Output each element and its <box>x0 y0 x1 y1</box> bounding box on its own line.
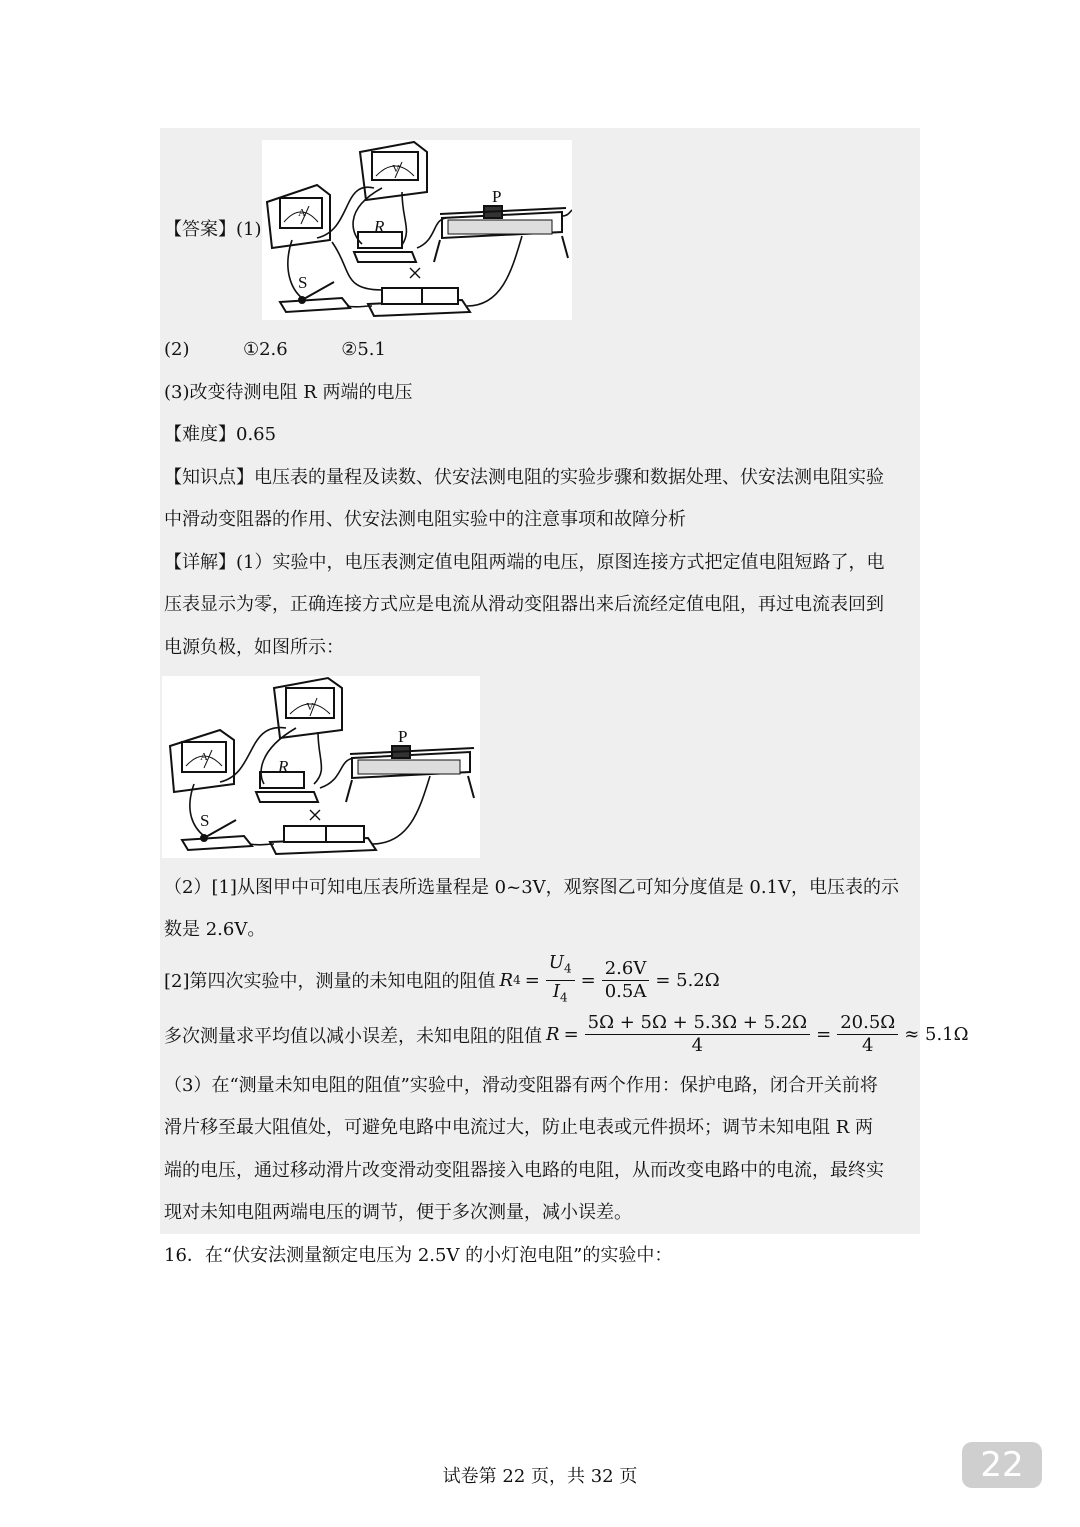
part3-line-2: 滑片移至最大阻值处，可避免电路中电流过大，防止电表或元件损坏；调节未知电阻 R 两 <box>164 1117 873 1138</box>
knowledge-line-1: 【知识点】电压表的量程及读数、伏安法测电阻的实验步骤和数据处理、伏安法测电阻实验 <box>164 467 884 488</box>
detail-line-2: 压表显示为零，正确连接方式应是电流从滑动变阻器出来后流经定值电阻，再过电流表回到 <box>164 594 884 615</box>
answer-q2 <box>164 338 386 362</box>
ammeter-label-2: A <box>200 751 208 763</box>
formula-average-text: 多次测量求平均值以减小误差，未知电阻的阻值 <box>164 1025 542 1047</box>
equals-sign-3: = <box>816 1024 832 1045</box>
answer-q2-prefix: (2) <box>164 339 190 360</box>
resistor-label: R <box>374 217 385 236</box>
slider-label: P <box>492 187 502 206</box>
formula-average <box>164 1012 969 1057</box>
switch-label-2: S <box>200 811 210 830</box>
symbol-r4: R <box>499 969 514 991</box>
part3-line-4: 现对未知电阻两端电压的调节，便于多次测量，减小误差。 <box>164 1202 632 1223</box>
circuit-diagram-detail <box>162 676 480 858</box>
symbol-i4: I <box>552 980 560 1002</box>
knowledge-line-2: 中滑动变阻器的作用、伏安法测电阻实验中的注意事项和故障分析 <box>164 509 686 530</box>
symbol-r4-sub: 4 <box>513 973 521 988</box>
resistor-label-2: R <box>278 757 289 776</box>
fraction-values <box>602 958 650 1003</box>
part2-line-1: （2）[1]从图甲中可知电压表所选量程是 0~3V，观察图乙可知分度值是 0.1V，电压表的示 <box>164 877 899 898</box>
fraction-average <box>585 1012 810 1057</box>
answer-q2-ans1: ①2.6 <box>242 339 288 360</box>
detail-line-3: 电源负极，如图所示： <box>164 637 344 658</box>
formula-r4-text: [2]第四次实验中，测量的未知电阻的阻值 <box>164 971 496 993</box>
fraction-sum-num: 20.5Ω <box>837 1012 898 1035</box>
fraction-average-num: 5Ω + 5Ω + 5.3Ω + 5.2Ω <box>585 1012 810 1035</box>
part3-line-1: （3）在“测量未知电阻的阻值”实验中，滑动变阻器有两个作用：保护电路，闭合开关前将 <box>164 1075 878 1096</box>
fraction-values-num: 2.6V <box>602 958 650 981</box>
result-r4: = 5.2Ω <box>655 969 720 991</box>
answer-q2-ans2: ②5.1 <box>341 339 386 360</box>
question-16: 16．在“伏安法测量额定电压为 2.5V 的小灯泡电阻”的实验中： <box>164 1245 673 1266</box>
fraction-values-den: 0.5A <box>604 980 647 1002</box>
page-footer: 试卷第 22 页，共 32 页 <box>442 1466 638 1487</box>
voltmeter-label-2: V <box>306 701 314 713</box>
page-number-badge: 22 <box>962 1442 1042 1488</box>
result-r: ≈ 5.1Ω <box>904 1024 969 1045</box>
equals-sign-1: = <box>524 969 540 991</box>
fraction-average-den: 4 <box>691 1035 704 1056</box>
symbol-i4-sub: 4 <box>559 990 568 1005</box>
symbol-u4-sub: 4 <box>563 961 572 976</box>
difficulty: 【难度】0.65 <box>164 424 277 445</box>
circuit-diagram-answer <box>262 140 572 320</box>
formula-r4: [2]第四次实验中，测量的未知电阻的阻值 R 4 = $\frac{U_4}{I_4}$ = $\frac{2.6V}{0.5A}$ = 5.2Ω <box>164 952 720 1008</box>
symbol-u4: U <box>548 952 564 973</box>
fraction-sum <box>837 1012 898 1057</box>
answer-q3: (3)改变待测电阻 R 两端的电压 <box>164 382 413 403</box>
slider-label-2: P <box>398 727 408 746</box>
part2-line-2: 数是 2.6V。 <box>164 919 266 940</box>
answer-label: 【答案】(1) <box>164 219 262 240</box>
fraction-u-over-i <box>546 952 575 1008</box>
part3-line-3: 端的电压，通过移动滑片改变滑动变阻器接入电路的电阻，从而改变电路中的电流，最终实 <box>164 1160 884 1181</box>
detail-line-1: 【详解】(1）实验中，电压表测定值电阻两端的电压，原图连接方式把定值电阻短路了，电 <box>164 552 885 573</box>
voltmeter-label: V <box>392 163 400 175</box>
symbol-r: R <box>546 1024 560 1045</box>
fraction-sum-den: 4 <box>861 1035 874 1056</box>
switch-label: S <box>298 273 308 292</box>
equals-sign-2: = <box>563 1024 579 1045</box>
ammeter-label: A <box>298 207 306 219</box>
